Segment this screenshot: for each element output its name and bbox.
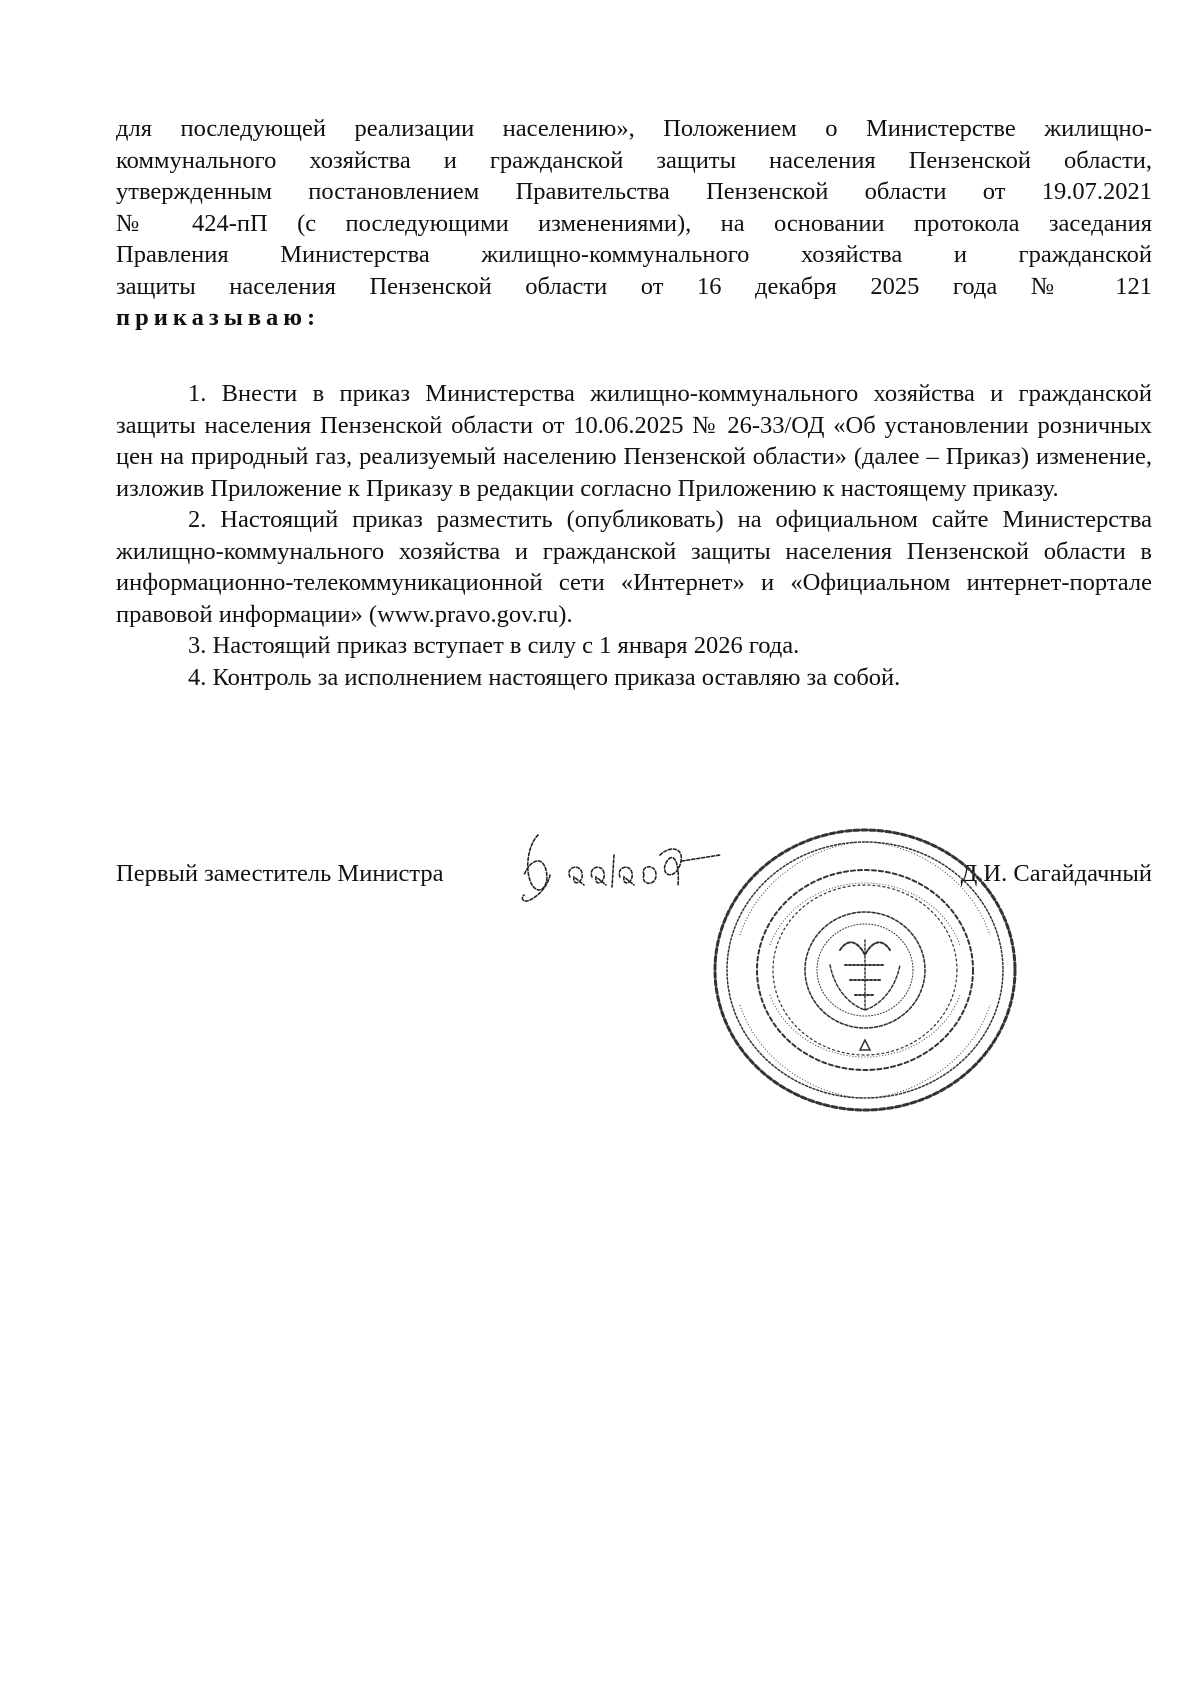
order-item: 1. Внести в приказ Министерства жилищно-коммунального хозяйства и гражданской защиты населения Пензенской области от 10.06.2025 № 26-33/ОД «Об установлении розничных цен на природный газ, реализуемый населению Пензенской области» (далее – Приказ) изменение, изложив Приложение к Приказу в редакции согласно Приложению к настоящему приказу. [116,380,1152,502]
preamble-line: Правления Министерства жилищно-коммунального хозяйства и гражданской [116,241,1152,268]
order-item: 3. Настоящий приказ вступает в силу с 1 января 2026 года. [188,632,800,659]
order-item: 4. Контроль за исполнением настоящего приказа оставляю за собой. [188,663,901,691]
signatory-name: Д.И. Сагайдачный [960,860,1152,887]
handwritten-signature [510,815,730,925]
preamble-line: утвержденным постановлением Правительства Пензенской области от 19.07.2021 [116,178,1152,205]
signatory-position: Первый заместитель Министра [116,860,444,887]
preamble-line: коммунального хозяйства и гражданской защиты населения Пензенской области, [116,146,1152,174]
order-word: приказываю: [116,304,321,331]
preamble-line: для последующей реализации населению», Положением о Министерстве жилищно- [116,115,1152,142]
preamble-line: № 424-пП (с последующими изменениями), на основании протокола заседания [116,209,1152,237]
order-item: 2. Настоящий приказ разместить (опубликовать) на официальном сайте Министерства жилищно-коммунального хозяйства и гражданской защиты населения Пензенской области в информационно-телекоммуникационной сети «Интернет» и «Официальном интернет-портале правовой информации» (www.pravo.gov.ru). [116,506,1152,628]
preamble-paragraph [116,113,1152,334]
order-items [116,378,1152,693]
preamble-line: защиты населения Пензенской области от 16 декабря 2025 года № 121 [116,272,1152,300]
official-seal [700,815,1030,1125]
